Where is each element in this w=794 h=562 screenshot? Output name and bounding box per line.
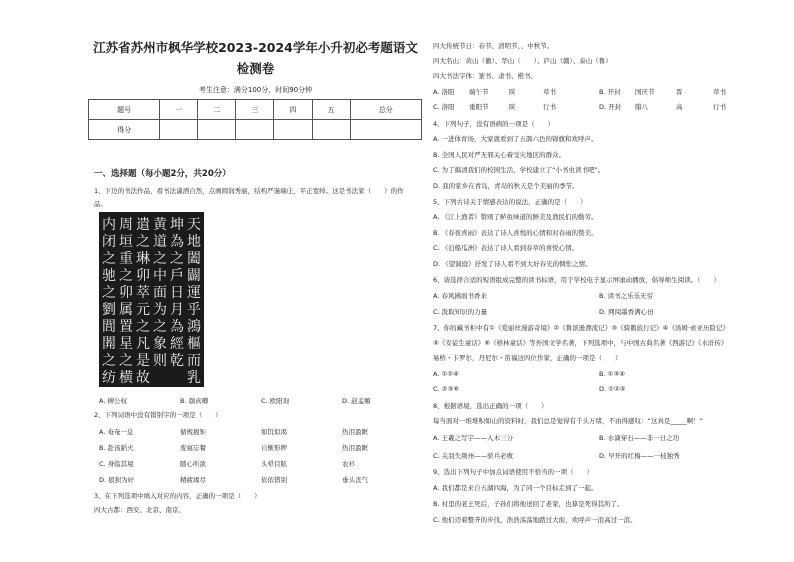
exam-notice: 考生注意：满分100分，时间90分钟: [198, 86, 313, 94]
calligraphy-image: [99, 212, 204, 387]
q3-option-b-part: 草书: [713, 88, 726, 96]
q3-option-d-part: 高: [676, 103, 683, 111]
score-header-cell: 四: [274, 100, 312, 120]
q4-option-b[interactable]: B. 全国人民对严无邪关心着受灾地区的群众。: [433, 151, 566, 159]
score-table: [88, 99, 422, 140]
option-c[interactable]: C. 欧阳询: [261, 397, 290, 405]
q9-option-b[interactable]: B. 村里的老王死后，子孙们将他送回了老家，也算是死得其所了。: [433, 500, 624, 508]
question-1-stem-cont: 品。: [94, 200, 107, 208]
q5-option-a[interactable]: A. 《江上渔者》赞颂了鲈鱼味道的鲜美及渔民们的勤劳。: [433, 213, 598, 221]
q6-option-d[interactable]: D. 网阅墨香满心田: [599, 308, 654, 316]
question-3-line: 四大传统节日：春节、清明节、、中秋节。: [433, 42, 554, 50]
page-title: 江苏省苏州市枫华学校2023-2024学年小升初必考题语文检测卷: [93, 40, 418, 76]
q5-option-c[interactable]: C. 《泊船瓜洲》表达了诗人看到春草的喜悦心情。: [433, 244, 579, 252]
score-cell[interactable]: [312, 120, 350, 140]
q8-option-b[interactable]: B. 水滴穿石——非一日之功: [599, 434, 680, 442]
score-cell[interactable]: [236, 120, 274, 140]
q8-option-d[interactable]: D. 早开的红梅——一枝独秀: [599, 452, 680, 460]
question-3-line: 四大书法字体：篆书、隶书、楷书、: [433, 72, 537, 80]
q6-option-c[interactable]: C. 汲取知识的力量: [433, 308, 488, 316]
score-row-label: 得分: [89, 120, 160, 140]
score-header-cell: 三: [236, 100, 274, 120]
q2-option-c-word[interactable]: C. 身临其境: [99, 460, 134, 468]
q3-option-c[interactable]: C. 洛阳: [433, 103, 455, 111]
q3-option-b-part: 晋: [676, 88, 683, 96]
q2-option-a-word: 循规揭矩: [180, 428, 206, 436]
q2-option-d-word[interactable]: D. 狼狈为奸: [99, 476, 135, 484]
score-table-header-row: [89, 100, 422, 120]
q8-option-c[interactable]: C. 关羽失荆州——骄兵必败: [433, 452, 514, 460]
q3-option-b-part: 国庆节: [635, 88, 655, 96]
score-cell[interactable]: [274, 120, 312, 140]
section-heading: 一、选择题（每小题2分，共20分）: [94, 169, 231, 179]
score-header-cell: 题号: [89, 100, 160, 120]
score-table-score-row: [89, 120, 422, 140]
q3-option-d[interactable]: D. 开封: [599, 103, 622, 111]
q3-option-a[interactable]: A. 洛阳: [433, 88, 455, 96]
q2-option-c-word: 农衫: [342, 460, 355, 468]
q2-option-d-word: 依依惜别: [261, 476, 287, 484]
q3-option-a-part: 草书: [543, 88, 556, 96]
calligraphy-column: 内闭之驰之劉閭閞之纺: [102, 217, 116, 386]
question-6-stem: 6、请选择合适的短语组成完整的读书标语，用于学校电子显示屏滚动播放，倡导师生阅读。（ ）: [433, 276, 720, 284]
calligraphy-column: 坤為之戶日月為經乾: [170, 217, 184, 369]
q2-option-c-word: 头晕目眩: [261, 460, 287, 468]
q3-option-a-part: 端午节: [469, 88, 489, 96]
q7-option-a[interactable]: A. ①②④: [433, 370, 459, 378]
q3-option-c-part: 重阳节: [469, 103, 489, 111]
q3-option-d-part: 行书: [713, 103, 726, 111]
question-7-stem-cont: ⑤《安徒生童话》⑥《格林童话》等外国文学名著，下列选项中，与中国古典名著《西游记》《水浒传》: [433, 339, 728, 347]
question-4-stem: 4、下列句子，没有语病的一项是（ ）: [433, 120, 555, 128]
q3-option-d-part: 腊八: [635, 103, 648, 111]
q3-option-b[interactable]: B. 开封: [599, 88, 621, 96]
q2-option-b-word: 热泪盈眶: [342, 444, 368, 452]
calligraphy-column: 黄道之中面为之象则: [153, 217, 167, 369]
q2-option-a-word: 热泪盈眶: [342, 428, 368, 436]
option-b[interactable]: B. 颜真卿: [180, 397, 209, 405]
calligraphy-column: 天地闔闢運乎鴻樞而乳: [187, 217, 201, 386]
q2-option-d-word: 精疲竭尽: [180, 476, 206, 484]
q6-option-b[interactable]: B. 读书之乐乐无穷: [599, 292, 654, 300]
q2-option-b-word[interactable]: B. 赴汤蹈火: [99, 444, 134, 452]
score-header-cell: 五: [312, 100, 350, 120]
q6-option-a[interactable]: A. 春风拂面书香来: [433, 292, 487, 300]
score-header-cell: 一: [160, 100, 198, 120]
question-3-line: 四大古都：西安、北京、南京、: [94, 506, 185, 514]
q5-option-d[interactable]: D. 《望洞庭》抒发了诗人看不到大好春光的惆怅之情。: [433, 260, 592, 268]
score-cell[interactable]: [350, 120, 421, 140]
q9-option-c[interactable]: C. 他们迈着整齐的步伐，浩浩荡荡地踏过大街，欢呼声一浪高过一浪。: [433, 516, 637, 524]
question-8-stem: 8、根据语境，选出正确的一项（ ）: [433, 402, 548, 410]
calligraphy-column: 周垣重之卯属置星之横: [119, 217, 133, 386]
question-7-stem: 7、你的藏书柜中有①《爱丽丝漫游奇境》②《鲁滨逊漂流记》③《骑鹅旅行记》④《汤姆·索亚历险记》: [433, 324, 730, 332]
question-2-stem: 2、下列词语中没有错别字的一项是（ ）: [94, 411, 222, 419]
q5-option-b[interactable]: B. 《春夜喜雨》表达了诗人喜悦的心情和对春雨的赞美。: [433, 229, 598, 237]
q2-option-d-word: 垂头丧气: [342, 476, 368, 484]
q4-option-a[interactable]: A. 一进体育场，大家就看到了五颜六色的锦旗和欢呼声。: [433, 135, 598, 143]
question-9-stem: 9、选出下列句子中加点词语使用不恰当的一项（ ）: [433, 468, 594, 476]
score-header-cell: 总分: [350, 100, 421, 120]
q2-option-a-word[interactable]: A. 奄奄一息: [99, 428, 134, 436]
q7-option-b[interactable]: B. ①③④: [599, 370, 626, 378]
q2-option-c-word: 随心所欲: [180, 460, 206, 468]
question-1-stem: 1、下边的书法作品，看书法潇洒自然，点画圆润秀丽，结构严谨端庄，平正宽绰。这是书法家（ ）的作: [94, 187, 404, 195]
score-cell[interactable]: [160, 120, 198, 140]
q9-option-a[interactable]: A. 我们都是来自五湖四海，为了同一个目标走到了一起。: [433, 484, 598, 492]
question-5-stem: 5、下列古诗关于情感表达的说法，正确的是（ ）: [433, 198, 587, 206]
option-a[interactable]: A. 柳公权: [99, 397, 127, 405]
question-3-line: 四大名山：黄山（徽）、华山（ ）、庐山（赣）、泰山（鲁）: [433, 57, 612, 65]
q7-option-c[interactable]: C. ②③⑥: [433, 385, 460, 393]
option-d[interactable]: D. 赵孟頫: [342, 397, 371, 405]
q3-option-c-part: 陕: [509, 103, 516, 111]
q4-option-d[interactable]: D. 我的家乡在青岛，青岛的秋天是个美丽的季节。: [433, 182, 579, 190]
q2-option-b-word: 废寝忘餐: [180, 444, 206, 452]
question-3-stem: 3、在下列选项中填入对应的内容，正确的一项是（ ）: [94, 492, 261, 500]
q8-option-a[interactable]: A. 王羲之写字——入木三分: [433, 434, 513, 442]
q7-option-d[interactable]: D. ①②⑤: [599, 385, 626, 393]
q2-option-b-word: 自惭形秽: [261, 444, 287, 452]
q3-option-c-part: 行书: [543, 103, 556, 111]
score-header-cell: 二: [198, 100, 236, 120]
q2-option-a-word: 如饥似渴: [261, 428, 287, 436]
q4-option-c[interactable]: C. 为了搞清我们的校园生活，学校建立了“小书虫读书吧”。: [433, 166, 605, 174]
calligraphy-column: 遣之琳卯萃元之凡是故: [136, 217, 150, 386]
q3-option-a-part: 陕: [509, 88, 516, 96]
score-cell[interactable]: [198, 120, 236, 140]
question-8-stem-cont: 每当面对一堆堆积如山的资料时，我们总是觉得有千头万绪，不由得感叹：“这真是_____啊！”: [433, 417, 703, 425]
question-7-stem-cont: 易桥・卡罗尔，丹尼尔・笛福这四位作家，正确的一项是（ ）: [433, 354, 622, 362]
